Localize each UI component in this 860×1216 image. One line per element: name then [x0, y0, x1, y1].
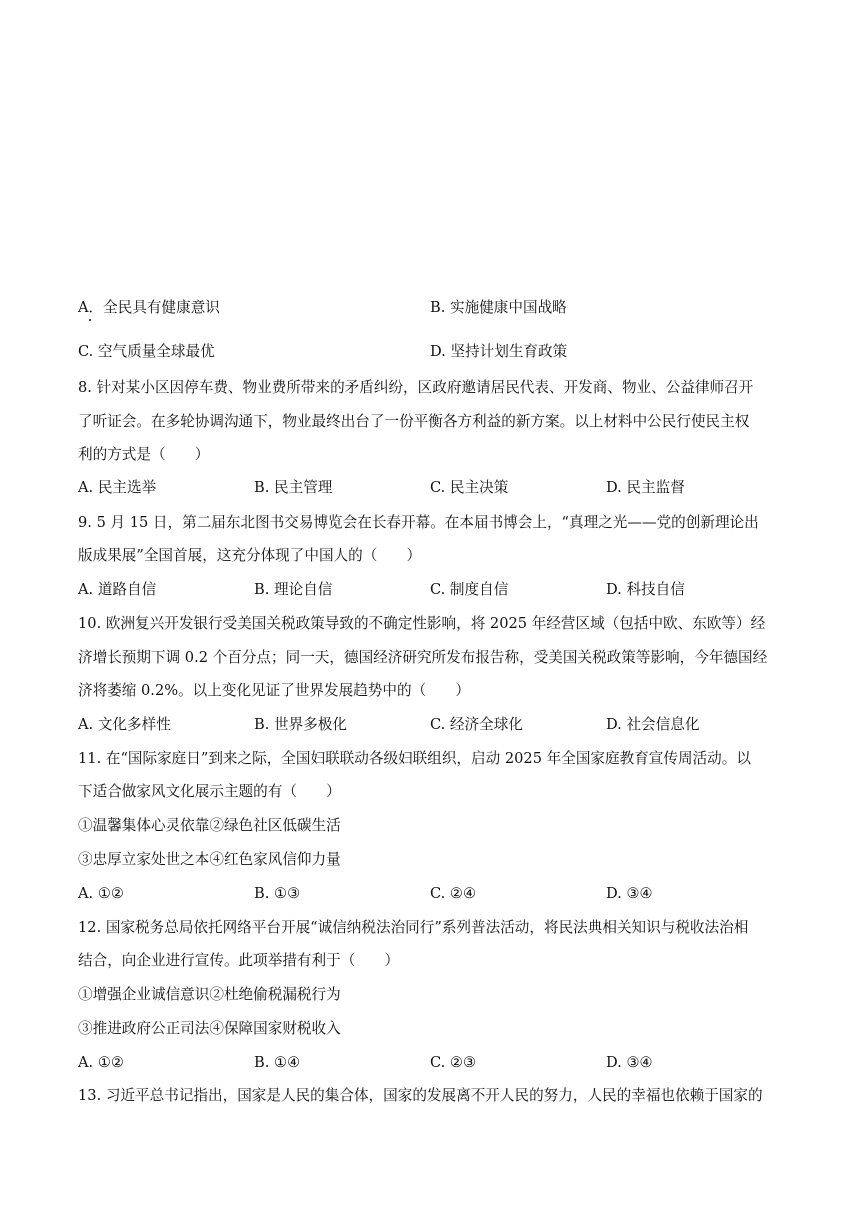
- q11-option-b: B. ①③: [254, 885, 301, 902]
- q8-option-d: D. 民主监督: [606, 479, 685, 496]
- q11-option-c: C. ②④: [430, 885, 477, 902]
- q12-option-a: A. ①②: [78, 1054, 124, 1071]
- q8-option-c: C. 民主决策: [430, 479, 509, 496]
- q8-stem-line-2: 了听证会。在多轮协调沟通下，物业最终出台了一份平衡各方利益的新方案。以上材料中公民行使民主权: [78, 413, 750, 430]
- q12-option-c: C. ②③: [430, 1054, 477, 1071]
- q12-items-line-2: ③推进政府公正司法④保障国家财税收入: [78, 1020, 341, 1037]
- q13-stem-line-1: 13. 习近平总书记指出，国家是人民的集合体，国家的发展离不开人民的努力，人民的幸福也依赖于国家的: [78, 1087, 763, 1104]
- q8-stem-line-1: 8. 针对某小区因停车费、物业费所带来的矛盾纠纷，区政府邀请居民代表、开发商、物业、公益律师召开: [78, 379, 754, 396]
- q7-option-c: C. 空气质量全球最优: [78, 343, 215, 360]
- q9-stem-line-2: 版成果展”全国首展，这充分体现了中国人的（ ）: [78, 547, 422, 564]
- q9-option-a: A. 道路自信: [78, 581, 157, 598]
- q10-option-c: C. 经济全球化: [430, 716, 523, 733]
- q12-stem-line-1: 12. 国家税务总局依托网络平台开展“诚信纳税法治同行”系列普法活动，将民法典相关知识与税收法治相: [78, 919, 749, 936]
- q7-option-a: A．全民具有健康意识: [78, 299, 220, 316]
- q9-option-c: C. 制度自信: [430, 581, 509, 598]
- q11-items-line-2: ③忠厚立家处世之本④红色家风信仰力量: [78, 851, 341, 868]
- q9-option-b: B. 理论自信: [254, 581, 333, 598]
- q10-option-b: B. 世界多极化: [254, 716, 347, 733]
- q11-items-line-1: ①温馨集体心灵依靠②绿色社区低碳生活: [78, 817, 341, 834]
- q11-option-d: D. ③④: [606, 885, 653, 902]
- q10-option-a: A. 文化多样性: [78, 716, 171, 733]
- q10-stem-line-2: 济增长预期下调 0.2 个百分点；同一天，德国经济研究所发布报告称，受美国关税政策等影响，今年德国经: [78, 649, 768, 666]
- q10-option-d: D. 社会信息化: [606, 716, 700, 733]
- q7-option-b: B. 实施健康中国战略: [430, 299, 567, 316]
- q12-option-d: D. ③④: [606, 1054, 653, 1071]
- q8-option-b: B. 民主管理: [254, 479, 333, 496]
- q9-stem-line-1: 9. 5 月 15 日，第二届东北图书交易博览会在长春开幕。在本届书博会上，“真理之光——党的创新理论出: [78, 514, 759, 531]
- q8-stem-line-3: 利的方式是（ ）: [78, 446, 210, 463]
- q7-option-d: D. 坚持计划生育政策: [430, 343, 568, 360]
- q9-option-d: D. 科技自信: [606, 581, 685, 598]
- q11-option-a: A. ①②: [78, 885, 124, 902]
- q10-stem-line-1: 10. 欧洲复兴开发银行受美国关税政策导致的不确定性影响，将 2025 年经营区域（包括中欧、东欧等）经: [78, 615, 766, 632]
- q11-stem-line-2: 下适合做家风文化展示主题的有（ ）: [78, 783, 341, 800]
- q8-option-a: A. 民主选举: [78, 479, 157, 496]
- q12-option-b: B. ①④: [254, 1054, 301, 1071]
- q10-stem-line-3: 济将萎缩 0.2%。以上变化见证了世界发展趋势中的（ ）: [78, 682, 470, 699]
- q12-items-line-1: ①增强企业诚信意识②杜绝偷税漏税行为: [78, 986, 341, 1003]
- q12-stem-line-2: 结合，向企业进行宣传。此项举措有利于（ ）: [78, 952, 400, 969]
- q11-stem-line-1: 11. 在“国际家庭日”到来之际，全国妇联联动各级妇联组织，启动 2025 年全国家庭教育宣传周活动。以: [78, 750, 751, 767]
- stray-mark: [89, 319, 91, 321]
